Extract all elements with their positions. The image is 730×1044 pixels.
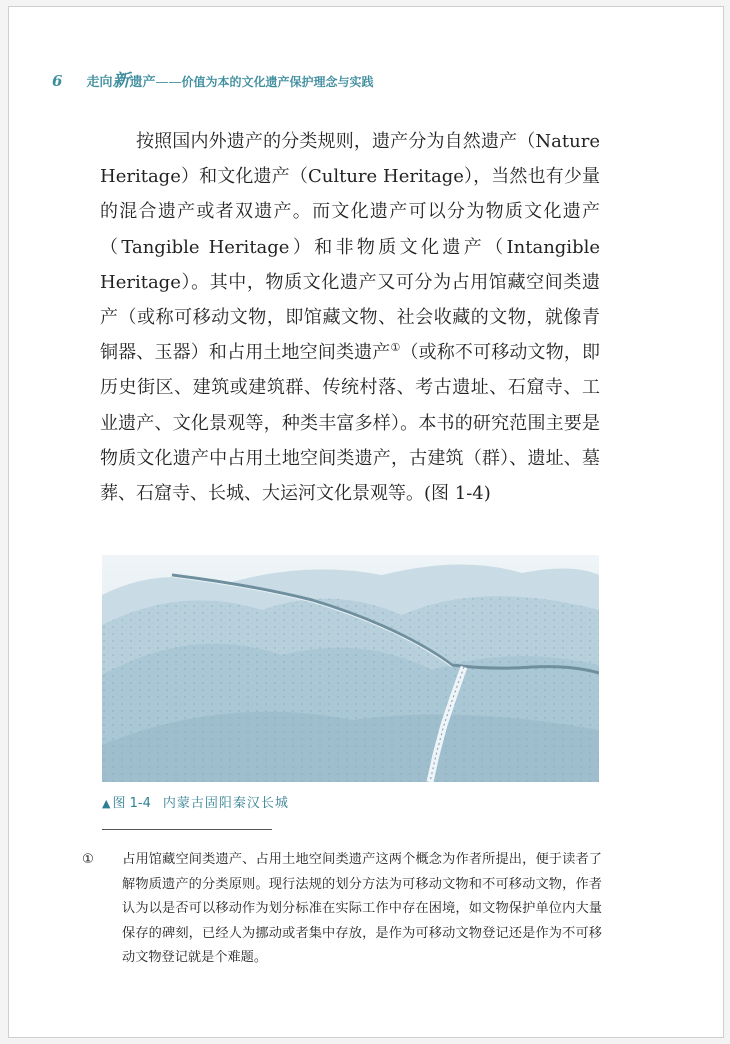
footnote-reference[interactable]: ① <box>390 341 401 355</box>
book-title <box>86 66 155 91</box>
running-header <box>52 66 373 90</box>
paragraph <box>100 124 600 511</box>
paragraph-text-1: 按照国内外遗产的分类规则，遗产分为自然遗产（Nature Heritage）和文化遗产（Culture Heritage），当然也有少量的混合遗产或者双遗产。而文化遗产可以分为物质文化遗产（Tangible Heritage）和非物质文化遗产（Intangible Heritage）。其中，物质文化遗产又可分为占用馆藏空间类遗产（或称可移动文物，即馆藏文物、社会收藏的文物，就像青铜器、玉器）和占用土地空间类遗产 <box>100 131 600 364</box>
footnote-divider <box>102 829 272 830</box>
caption-title: 内蒙古固阳秦汉长城 <box>162 796 289 811</box>
caption-number: 图 1-4 <box>112 796 151 811</box>
paragraph-text-2: （或称不可移动文物，即历史街区、建筑或建筑群、传统村落、考古遗址、石窟寺、工业遗产、文化景观等，种类丰富多样）。本书的研究范围主要是物质文化遗产中占用土地空间类遗产，古建筑（群）、遗址、墓葬、石窟寺、长城、大运河文化景观等。(图 1-4) <box>100 342 600 505</box>
book-subtitle: 价值为本的文化遗产保护理念与实践 <box>181 75 374 89</box>
page-number: 6 <box>52 72 63 90</box>
header-dash: —— <box>155 75 182 90</box>
footnote-body <box>82 848 602 971</box>
book-title-part2: 遗产 <box>129 75 156 90</box>
footnote-mark: ① <box>82 852 94 867</box>
figure-photo-great-wall <box>102 555 599 782</box>
footnote <box>82 848 602 971</box>
caption-triangle-icon: ▲ <box>102 797 111 810</box>
body-paragraph <box>100 124 600 511</box>
footnote-text: 占用馆藏空间类遗产、占用土地空间类遗产这两个概念为作者所提出，便于读者了解物质遗产的分类原则。现行法规的划分方法为可移动文物和不可移动文物，作者认为以是否可以移动作为划分标准在实际工作中存在困境，如文物保护单位内大量保存的碑刻，已经人为挪动或者集中存放，是作为可移动文物登记还是作为不可移动文物登记就是个难题。 <box>122 852 602 966</box>
book-title-part1: 走向 <box>86 75 113 90</box>
figure-caption <box>102 792 289 811</box>
book-title-xin: 新 <box>112 71 130 91</box>
great-wall-landscape-image <box>102 555 599 782</box>
